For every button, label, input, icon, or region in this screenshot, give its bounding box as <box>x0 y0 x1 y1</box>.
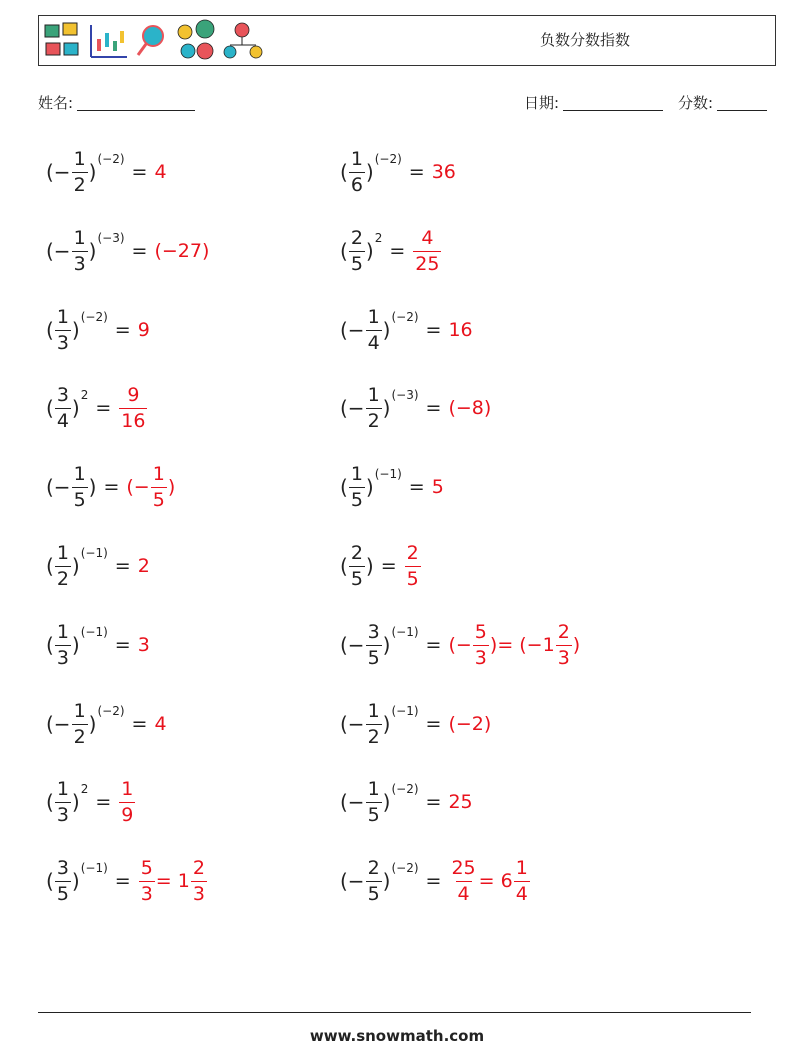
close-paren: ) <box>382 633 391 657</box>
answer <box>154 713 166 735</box>
close-paren: ) <box>382 712 391 736</box>
denominator: 4 <box>367 331 380 354</box>
answer-fraction <box>119 777 135 826</box>
base-fraction <box>55 777 71 826</box>
worksheet-title: 负数分数指数 <box>539 31 630 49</box>
open-paren: (− <box>46 239 71 263</box>
problem-item <box>46 694 167 754</box>
equals-sign: = <box>114 634 131 656</box>
equals-sign: = <box>114 870 131 892</box>
answer-text: ) <box>489 634 498 656</box>
problem-item <box>46 615 150 675</box>
denominator: 25 <box>415 252 440 275</box>
exponent: (−1) <box>391 704 419 718</box>
exponent: (−2) <box>391 310 419 324</box>
denominator: 4 <box>457 882 470 905</box>
denominator: 2 <box>56 567 69 590</box>
math-logos-icon <box>43 19 273 63</box>
close-paren: ) <box>365 475 374 499</box>
problem-item <box>46 457 175 517</box>
exponent: (−3) <box>97 231 125 245</box>
close-paren: ) <box>71 633 80 657</box>
answer-fraction <box>449 856 477 905</box>
numerator: 3 <box>367 620 380 643</box>
answer <box>448 713 491 735</box>
answer-text: ) <box>572 634 581 656</box>
equals-sign: = <box>425 634 442 656</box>
numerator: 3 <box>56 856 69 879</box>
base-fraction <box>55 541 71 590</box>
equals-sign: = <box>425 319 442 341</box>
answer-fraction <box>119 383 147 432</box>
answer-text: 3 <box>137 634 150 656</box>
close-paren: ) <box>71 318 80 342</box>
problem-item <box>340 851 531 911</box>
open-paren: ( <box>46 396 54 420</box>
base-fraction <box>349 147 365 196</box>
base-fraction <box>72 462 88 511</box>
close-paren: ) <box>382 790 391 814</box>
open-paren: (− <box>340 318 365 342</box>
close-paren: ) <box>382 396 391 420</box>
exponent: (−1) <box>80 861 108 875</box>
exponent: 2 <box>80 388 89 402</box>
numerator: 1 <box>515 856 528 879</box>
numerator: 1 <box>350 147 363 170</box>
answer <box>154 240 209 262</box>
score-label: 分数: <box>678 94 714 112</box>
numerator: 4 <box>421 226 434 249</box>
name-blank[interactable] <box>77 94 195 111</box>
answer <box>448 856 530 905</box>
score-blank[interactable] <box>717 94 767 111</box>
answer <box>432 161 456 183</box>
answer-text: (−2) <box>448 713 492 735</box>
answer <box>154 161 166 183</box>
open-paren: ( <box>340 160 348 184</box>
open-paren: ( <box>340 475 348 499</box>
answer-text: 36 <box>431 161 456 183</box>
answer-text: 25 <box>448 791 473 813</box>
denominator: 3 <box>557 646 570 669</box>
denominator: 16 <box>121 409 146 432</box>
numerator: 1 <box>367 777 380 800</box>
answer <box>138 856 208 905</box>
numerator: 1 <box>73 226 86 249</box>
answer-text: = (−1 <box>497 634 555 656</box>
worksheet-header <box>38 15 776 66</box>
answer-fraction <box>473 620 489 669</box>
base-fraction <box>72 226 88 275</box>
denominator: 4 <box>515 882 528 905</box>
answer-text: (− <box>448 634 472 656</box>
answer-text: 4 <box>154 161 167 183</box>
numerator: 5 <box>474 620 487 643</box>
denominator: 5 <box>367 803 380 826</box>
base-fraction <box>55 383 71 432</box>
close-paren: ) <box>71 554 80 578</box>
answer <box>412 226 442 275</box>
open-paren: ( <box>46 318 54 342</box>
base-fraction <box>349 541 365 590</box>
base-fraction <box>366 305 382 354</box>
answer <box>404 541 422 590</box>
date-label: 日期: <box>524 94 560 112</box>
close-paren: ) <box>382 318 391 342</box>
equals-sign: = <box>131 713 148 735</box>
answer <box>138 319 150 341</box>
denominator: 6 <box>350 173 363 196</box>
close-paren: ) <box>71 396 80 420</box>
close-paren: ) <box>88 475 97 499</box>
answer-fraction <box>514 856 530 905</box>
problem-item <box>340 536 422 596</box>
numerator: 1 <box>367 305 380 328</box>
close-paren: ) <box>382 869 391 893</box>
open-paren: ( <box>46 554 54 578</box>
answer-fraction <box>151 462 167 511</box>
base-fraction <box>366 699 382 748</box>
equals-sign: = <box>114 555 131 577</box>
denominator: 3 <box>73 252 86 275</box>
base-fraction <box>72 147 88 196</box>
numerator: 5 <box>140 856 153 879</box>
base-fraction <box>349 462 365 511</box>
answer <box>138 634 150 656</box>
denominator: 3 <box>56 331 69 354</box>
exponent: 2 <box>80 782 89 796</box>
numerator: 1 <box>73 462 86 485</box>
exponent: (−2) <box>391 782 419 796</box>
base-fraction <box>349 226 365 275</box>
answer-text: 16 <box>448 319 473 341</box>
denominator: 3 <box>192 882 205 905</box>
numerator: 1 <box>152 462 165 485</box>
equals-sign: = <box>389 240 406 262</box>
problem-item <box>340 615 580 675</box>
base-fraction <box>72 699 88 748</box>
score-field[interactable] <box>678 92 767 113</box>
denominator: 5 <box>152 488 165 511</box>
answer <box>432 476 444 498</box>
numerator: 2 <box>350 226 363 249</box>
equals-sign: = <box>408 161 425 183</box>
numerator: 3 <box>56 383 69 406</box>
denominator: 2 <box>367 409 380 432</box>
equals-sign: = <box>425 870 442 892</box>
answer-text: (−8) <box>448 397 492 419</box>
exponent: (−1) <box>80 546 108 560</box>
equals-sign: = <box>95 791 112 813</box>
problem-item <box>340 772 473 832</box>
answer <box>118 383 148 432</box>
open-paren: (− <box>340 633 365 657</box>
answer-text: (−27) <box>154 240 210 262</box>
open-paren: (− <box>46 712 71 736</box>
denominator: 5 <box>406 567 419 590</box>
exponent: (−2) <box>97 152 125 166</box>
name-field[interactable] <box>38 92 195 113</box>
close-paren: ) <box>71 869 80 893</box>
numerator: 1 <box>56 777 69 800</box>
denominator: 3 <box>474 646 487 669</box>
problem-item <box>340 694 491 754</box>
answer-text: 2 <box>137 555 150 577</box>
equals-sign: = <box>131 240 148 262</box>
close-paren: ) <box>71 790 80 814</box>
denominator: 9 <box>121 803 134 826</box>
exponent: 2 <box>374 231 383 245</box>
close-paren: ) <box>365 239 374 263</box>
denominator: 5 <box>56 882 69 905</box>
problem-item <box>46 772 136 832</box>
answer-text: = 6 <box>478 870 513 892</box>
answer <box>448 620 581 669</box>
numerator: 2 <box>350 541 363 564</box>
denominator: 3 <box>140 882 153 905</box>
denominator: 2 <box>367 725 380 748</box>
open-paren: (− <box>46 475 71 499</box>
base-fraction <box>55 856 71 905</box>
problem-item <box>340 457 444 517</box>
numerator: 1 <box>56 305 69 328</box>
answer <box>126 462 176 511</box>
open-paren: ( <box>340 554 348 578</box>
base-fraction <box>366 383 382 432</box>
problem-item <box>340 142 456 202</box>
equals-sign: = <box>408 476 425 498</box>
numerator: 2 <box>367 856 380 879</box>
equals-sign: = <box>95 397 112 419</box>
equals-sign: = <box>103 476 120 498</box>
problem-item <box>46 536 150 596</box>
numerator: 1 <box>121 777 134 800</box>
problem-item <box>46 221 209 281</box>
problem-item <box>340 300 473 360</box>
answer-text: 5 <box>431 476 444 498</box>
problem-item <box>46 142 167 202</box>
close-paren: ) <box>88 712 97 736</box>
base-fraction <box>366 777 382 826</box>
numerator: 2 <box>406 541 419 564</box>
open-paren: (− <box>340 869 365 893</box>
numerator: 2 <box>557 620 570 643</box>
numerator: 1 <box>367 383 380 406</box>
problem-item <box>340 378 491 438</box>
answer-text: (− <box>126 476 150 498</box>
exponent: (−2) <box>80 310 108 324</box>
answer-text: 4 <box>154 713 167 735</box>
open-paren: ( <box>46 869 54 893</box>
footer-divider <box>38 1012 751 1013</box>
exponent: (−1) <box>80 625 108 639</box>
numerator: 1 <box>350 462 363 485</box>
answer-text: ) <box>167 476 176 498</box>
numerator: 2 <box>192 856 205 879</box>
numerator: 1 <box>73 147 86 170</box>
denominator: 5 <box>350 252 363 275</box>
name-label: 姓名: <box>38 94 74 112</box>
denominator: 3 <box>56 646 69 669</box>
date-field[interactable] <box>524 92 663 113</box>
numerator: 1 <box>367 699 380 722</box>
denominator: 3 <box>56 803 69 826</box>
numerator: 1 <box>56 620 69 643</box>
answer-text: 9 <box>137 319 150 341</box>
equals-sign: = <box>425 713 442 735</box>
base-fraction <box>55 620 71 669</box>
answer-text: = 1 <box>155 870 190 892</box>
answer-fraction <box>413 226 441 275</box>
answer-fraction <box>556 620 572 669</box>
equals-sign: = <box>131 161 148 183</box>
exponent: (−2) <box>391 861 419 875</box>
numerator: 9 <box>127 383 140 406</box>
open-paren: (− <box>340 396 365 420</box>
answer-fraction <box>191 856 207 905</box>
date-blank[interactable] <box>563 94 663 111</box>
numerator: 1 <box>73 699 86 722</box>
equals-sign: = <box>114 319 131 341</box>
base-fraction <box>55 305 71 354</box>
answer <box>118 777 136 826</box>
problem-item <box>46 851 208 911</box>
footer-url: www.snowmath.com <box>309 1027 485 1045</box>
close-paren: ) <box>365 160 374 184</box>
answer <box>448 319 472 341</box>
exponent: (−3) <box>391 388 419 402</box>
open-paren: ( <box>340 239 348 263</box>
denominator: 4 <box>56 409 69 432</box>
close-paren: ) <box>88 239 97 263</box>
exponent: (−1) <box>374 467 402 481</box>
problem-item <box>46 300 150 360</box>
equals-sign: = <box>380 555 397 577</box>
denominator: 5 <box>367 882 380 905</box>
denominator: 5 <box>350 488 363 511</box>
denominator: 5 <box>350 567 363 590</box>
answer <box>448 791 472 813</box>
open-paren: (− <box>340 790 365 814</box>
base-fraction <box>366 620 382 669</box>
denominator: 5 <box>367 646 380 669</box>
exponent: (−2) <box>97 704 125 718</box>
close-paren: ) <box>88 160 97 184</box>
exponent: (−1) <box>391 625 419 639</box>
close-paren: ) <box>365 554 374 578</box>
open-paren: ( <box>46 633 54 657</box>
denominator: 2 <box>73 725 86 748</box>
answer-fraction <box>139 856 155 905</box>
denominator: 2 <box>73 173 86 196</box>
answer-fraction <box>405 541 421 590</box>
problem-item <box>46 378 148 438</box>
answer <box>448 397 491 419</box>
numerator: 1 <box>56 541 69 564</box>
open-paren: (− <box>46 160 71 184</box>
open-paren: ( <box>46 790 54 814</box>
open-paren: (− <box>340 712 365 736</box>
numerator: 25 <box>451 856 476 879</box>
exponent: (−2) <box>374 152 402 166</box>
answer <box>138 555 150 577</box>
problem-item <box>340 221 442 281</box>
base-fraction <box>366 856 382 905</box>
equals-sign: = <box>425 397 442 419</box>
equals-sign: = <box>425 791 442 813</box>
denominator: 5 <box>73 488 86 511</box>
